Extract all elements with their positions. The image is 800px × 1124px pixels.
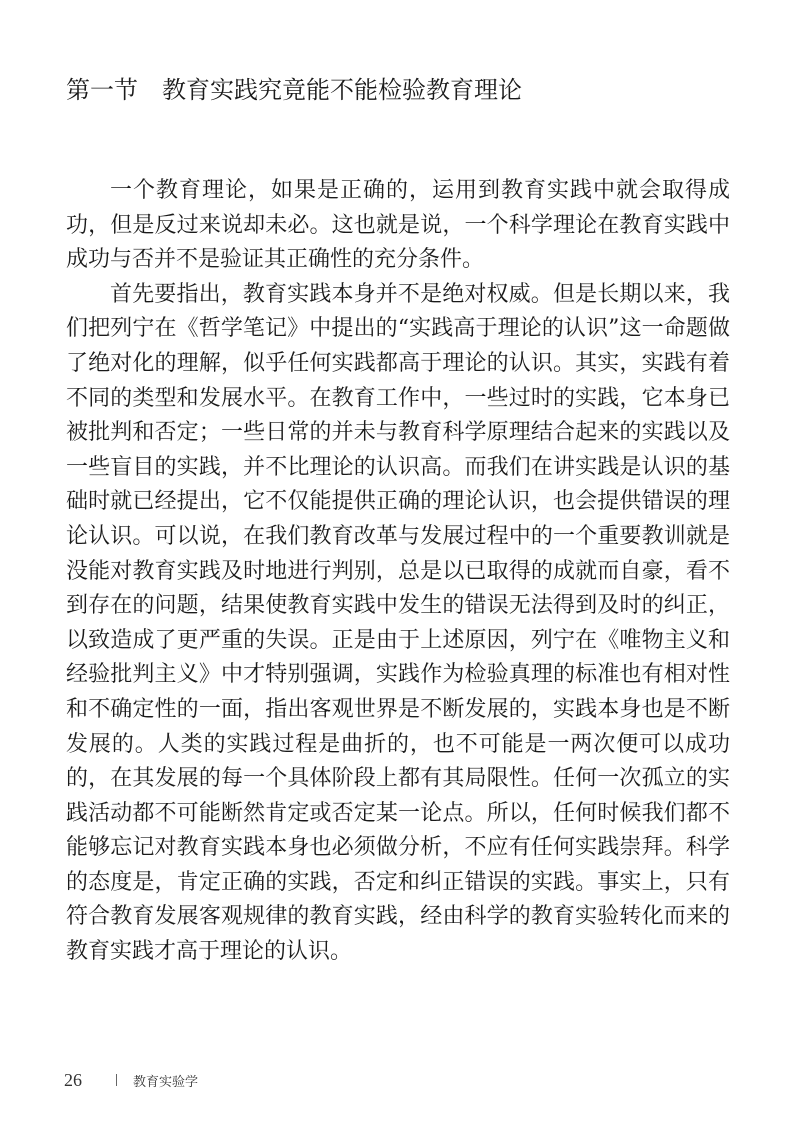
running-title: 教育实验学: [133, 1074, 199, 1090]
section-heading: [66, 72, 522, 108]
paragraph-1: 一个教育理论，如果是正确的，运用到教育实践中就会取得成功，但是反过来说却未必。这也就是说，一个科学理论在教育实践中成功与否并不是验证其正确性的充分条件。: [66, 178, 730, 273]
paragraph-2: 首先要指出，教育实践本身并不是绝对权威。但是长期以来，我们把列宁在《哲学笔记》中提出的“实践高于理论的认识”这一命题做了绝对化的理解，似乎任何实践都高于理论的认识。其实，实践有着不同的类型和发展水平。在教育工作中，一些过时的实践，它本身已被批判和否定；一些日常的并未与教育科学原理结合起来的实践以及一些盲目的实践，并不比理论的认识高。而我们在讲实践是认识的基础时就已经提出，它不仅能提供正确的理论认识，也会提供错误的理论认识。可以说，在我们教育改革与发展过程中的一个重要教训就是没能对教育实践及时地进行判别，总是以已取得的成就而自豪，看不到存在的问题，结果使教育实践中发生的错误无法得到及时的纠正，以致造成了更严重的失误。正是由于上述原因，列宁在《唯物主义和经验批判主义》中才特别强调，实践作为检验真理的标准也有相对性和不确定性的一面，指出客观世界是不断发展的，实践本身也是不断发展的。人类的实践过程是曲折的，也不可能是一两次便可以成功的，在其发展的每一个具体阶段上都有其局限性。任何一次孤立的实践活动都不可能断然肯定或否定某一论点。所以，任何时候我们都不能够忘记对教育实践本身也必须做分析，不应有任何实践崇拜。科学的态度是，肯定正确的实践，否定和纠正错误的实践。事实上，只有符合教育发展客观规律的教育实践，经由科学的教育实验转化而来的教育实践才高于理论的认识。: [66, 281, 730, 965]
section-number: 第一节: [66, 76, 138, 104]
page-number: 26: [64, 1069, 82, 1090]
section-title: 教育实践究竟能不能检验教育理论: [162, 76, 522, 104]
page-footer: [64, 1068, 198, 1092]
body-text: [66, 174, 730, 970]
footer-divider: [116, 1074, 117, 1086]
